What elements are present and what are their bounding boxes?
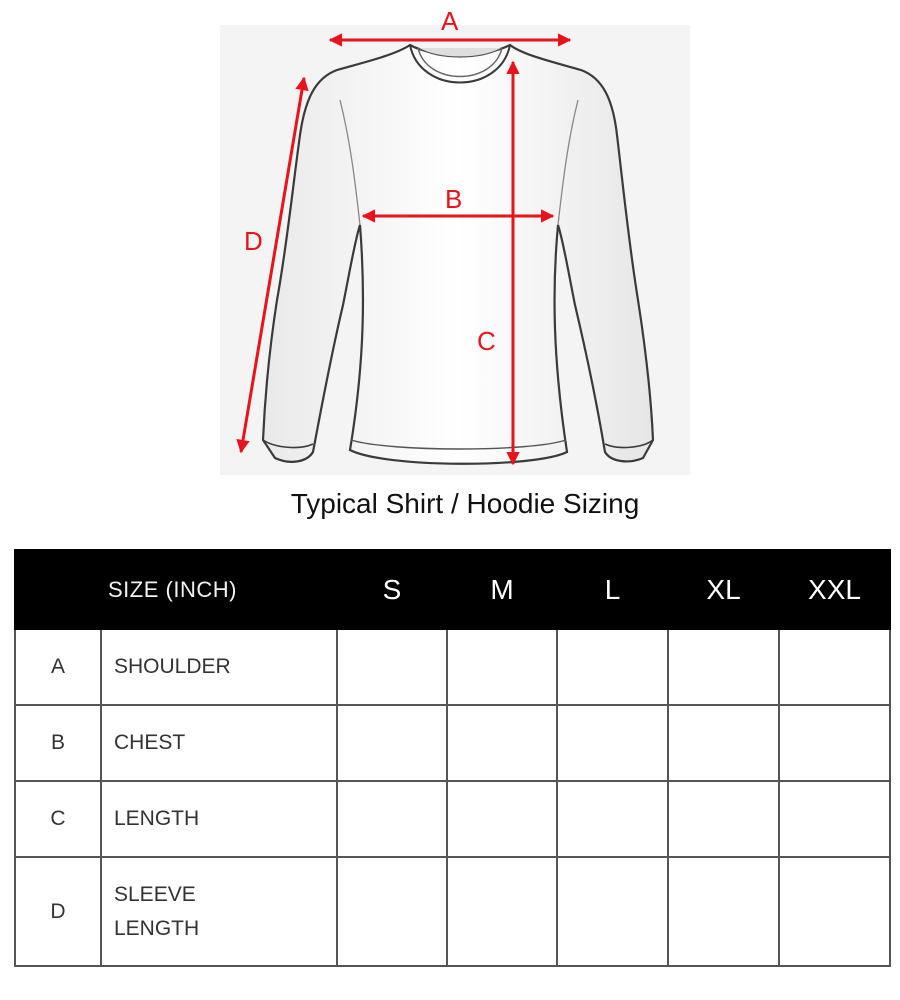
label-a: A — [441, 6, 459, 36]
table-row-length — [15, 781, 890, 857]
row-key: A — [15, 629, 101, 705]
row-label: LENGTH — [101, 781, 337, 857]
value-cell — [779, 857, 890, 966]
label-b: B — [445, 184, 463, 214]
size-column-m: M — [447, 550, 557, 629]
row-label — [101, 857, 337, 966]
value-cell — [779, 705, 890, 781]
value-cell — [447, 629, 557, 705]
value-cell — [337, 781, 447, 857]
shirt-diagram — [215, 0, 695, 480]
table-row-sleeve-length — [15, 857, 890, 966]
size-column-l: L — [557, 550, 668, 629]
size-column-s: S — [337, 550, 447, 629]
value-cell — [668, 857, 779, 966]
size-column-xl: XL — [668, 550, 779, 629]
size-chart-table — [14, 549, 891, 967]
value-cell — [779, 781, 890, 857]
value-cell — [779, 629, 890, 705]
value-cell — [668, 781, 779, 857]
value-cell — [447, 705, 557, 781]
table-row-shoulder — [15, 629, 890, 705]
row-label: SHOULDER — [101, 629, 337, 705]
value-cell — [557, 857, 668, 966]
row-key: D — [15, 857, 101, 966]
value-cell — [668, 629, 779, 705]
value-cell — [337, 705, 447, 781]
value-cell — [447, 857, 557, 966]
table-row-chest — [15, 705, 890, 781]
value-cell — [337, 857, 447, 966]
value-cell — [668, 705, 779, 781]
row-key: C — [15, 781, 101, 857]
row-label-line: SLEEVE — [114, 882, 196, 906]
row-label: CHEST — [101, 705, 337, 781]
size-column-xxl: XXL — [779, 550, 890, 629]
value-cell — [557, 629, 668, 705]
value-cell — [557, 781, 668, 857]
size-unit-header: SIZE (INCH) — [15, 550, 337, 629]
value-cell — [447, 781, 557, 857]
value-cell — [337, 629, 447, 705]
label-c: C — [477, 326, 496, 356]
row-key: B — [15, 705, 101, 781]
label-d: D — [244, 226, 263, 256]
diagram-caption: Typical Shirt / Hoodie Sizing — [290, 488, 640, 519]
table-header-row — [15, 550, 890, 629]
value-cell — [557, 705, 668, 781]
row-label-line: LENGTH — [114, 916, 200, 940]
